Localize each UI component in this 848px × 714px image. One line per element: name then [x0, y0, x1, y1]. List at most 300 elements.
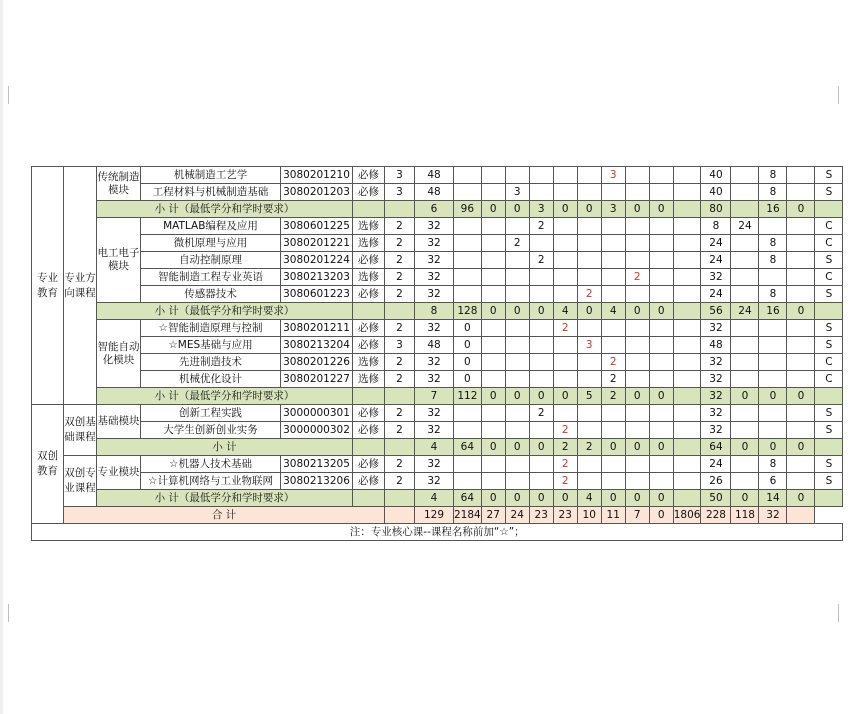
total-value	[787, 507, 815, 524]
course-value	[649, 456, 673, 473]
course-value	[601, 337, 625, 354]
course-value	[553, 218, 577, 235]
course-name: 机械优化设计	[141, 371, 281, 388]
subtotal-blank	[353, 490, 385, 507]
course-value: 2	[385, 456, 415, 473]
course-value	[481, 269, 505, 286]
course-value: 32	[415, 218, 454, 235]
crop-mark-top-left	[8, 86, 9, 104]
course-row	[32, 167, 843, 184]
course-value	[673, 286, 701, 303]
course-type: 必修	[353, 167, 385, 184]
course-value: 2	[625, 269, 649, 286]
course-value	[577, 218, 601, 235]
course-value: 2	[385, 252, 415, 269]
course-value: 32	[701, 371, 731, 388]
course-value	[759, 337, 787, 354]
subtotal-value: 2	[577, 439, 601, 456]
course-value: 2	[553, 473, 577, 490]
course-name: ☆智能制造原理与控制	[141, 320, 281, 337]
subtotal-row	[32, 439, 843, 456]
course-value: 48	[415, 167, 454, 184]
course-value	[529, 422, 553, 439]
subtotal-value: 0	[731, 439, 759, 456]
course-value	[601, 286, 625, 303]
subtotal-value	[673, 439, 701, 456]
course-value	[454, 269, 482, 286]
course-value: 2	[385, 320, 415, 337]
course-value	[787, 371, 815, 388]
course-plan-table	[31, 166, 843, 541]
subtotal-value: 0	[529, 439, 553, 456]
subtotal-value: 0	[731, 490, 759, 507]
course-value: S	[815, 184, 843, 201]
course-code: 3080201211	[281, 320, 353, 337]
course-value	[759, 354, 787, 371]
course-value	[577, 354, 601, 371]
course-value	[731, 405, 759, 422]
course-value: S	[815, 473, 843, 490]
course-row	[32, 422, 843, 439]
course-value	[649, 235, 673, 252]
course-value	[553, 252, 577, 269]
subtotal-value: 0	[625, 201, 649, 218]
course-value	[481, 337, 505, 354]
subtotal-value: 0	[787, 201, 815, 218]
subtotal-value	[815, 201, 843, 218]
subtotal-value: 0	[787, 439, 815, 456]
course-value	[787, 167, 815, 184]
course-value: 2	[577, 286, 601, 303]
course-value	[673, 456, 701, 473]
course-value	[649, 252, 673, 269]
course-value	[673, 405, 701, 422]
course-value: 32	[701, 405, 731, 422]
subtotal-value: 0	[759, 388, 787, 405]
course-value: 24	[701, 252, 731, 269]
course-value	[505, 252, 529, 269]
subtotal-value: 0	[529, 303, 553, 320]
subtotal-value: 4	[415, 439, 454, 456]
course-value: 8	[759, 252, 787, 269]
subtotal-value: 0	[505, 201, 529, 218]
course-code: 3080201203	[281, 184, 353, 201]
course-value	[759, 405, 787, 422]
course-value: 32	[415, 286, 454, 303]
course-value	[529, 286, 553, 303]
course-value: 24	[701, 286, 731, 303]
course-value	[731, 337, 759, 354]
course-value	[454, 473, 482, 490]
course-value	[577, 269, 601, 286]
course-value: 2	[529, 252, 553, 269]
course-value: 32	[701, 320, 731, 337]
total-value: 23	[553, 507, 577, 524]
course-value	[759, 320, 787, 337]
course-value	[505, 337, 529, 354]
course-value	[625, 218, 649, 235]
course-value: 32	[415, 354, 454, 371]
subtotal-value: 0	[787, 388, 815, 405]
course-value: 3	[385, 337, 415, 354]
total-value: 129	[415, 507, 454, 524]
course-value	[505, 286, 529, 303]
course-value	[625, 235, 649, 252]
course-value	[553, 235, 577, 252]
course-value	[787, 422, 815, 439]
course-value	[454, 456, 482, 473]
total-blank	[385, 507, 415, 524]
course-value: 48	[415, 184, 454, 201]
course-value	[673, 235, 701, 252]
course-value: 2	[529, 405, 553, 422]
course-value	[601, 473, 625, 490]
subtotal-value: 80	[701, 201, 731, 218]
subtotal-value: 16	[759, 303, 787, 320]
subtotal-value: 8	[415, 303, 454, 320]
course-value: 2	[529, 218, 553, 235]
course-value	[731, 456, 759, 473]
subtotal-blank	[353, 439, 385, 456]
subtotal-value: 0	[649, 388, 673, 405]
course-value	[601, 456, 625, 473]
course-value: 8	[759, 286, 787, 303]
course-value	[529, 371, 553, 388]
subtotal-value	[815, 303, 843, 320]
total-value: 0	[649, 507, 673, 524]
subtotal-value: 96	[454, 201, 482, 218]
course-value	[625, 337, 649, 354]
course-value	[481, 422, 505, 439]
course-value: 24	[701, 235, 731, 252]
course-value: 2	[553, 422, 577, 439]
subtotal-value: 0	[787, 490, 815, 507]
course-value: 32	[415, 473, 454, 490]
course-value	[649, 473, 673, 490]
course-value	[529, 269, 553, 286]
total-value: 32	[759, 507, 787, 524]
course-value	[625, 184, 649, 201]
course-code: 3000000302	[281, 422, 353, 439]
subtotal-value: 0	[529, 490, 553, 507]
course-value: 2	[553, 456, 577, 473]
total-value: 24	[505, 507, 529, 524]
course-row	[32, 269, 843, 286]
subtotal-blank	[385, 201, 415, 218]
course-value	[577, 320, 601, 337]
total-value: 1806	[673, 507, 701, 524]
course-value	[553, 286, 577, 303]
course-value	[529, 354, 553, 371]
course-code: 3080201224	[281, 252, 353, 269]
course-value	[673, 371, 701, 388]
course-value	[787, 269, 815, 286]
subtotal-value: 0	[553, 490, 577, 507]
course-value: 8	[759, 167, 787, 184]
subtotal-value: 0	[481, 490, 505, 507]
subtotal-value: 2	[601, 388, 625, 405]
course-value	[481, 184, 505, 201]
course-value: 32	[415, 269, 454, 286]
course-value: 0	[454, 320, 482, 337]
course-value: 2	[385, 405, 415, 422]
course-value	[553, 354, 577, 371]
course-row	[32, 354, 843, 371]
total-label: 合 计	[64, 507, 385, 524]
course-value	[601, 218, 625, 235]
course-value	[731, 320, 759, 337]
course-value	[731, 252, 759, 269]
subtotal-value	[673, 303, 701, 320]
course-value	[454, 422, 482, 439]
course-value: 32	[701, 422, 731, 439]
crop-mark-bottom-right	[838, 604, 839, 622]
course-value	[649, 422, 673, 439]
crop-mark-bottom-left	[8, 604, 9, 622]
subtotal-value: 50	[701, 490, 731, 507]
course-value	[731, 354, 759, 371]
course-value	[577, 422, 601, 439]
course-code: 3080201227	[281, 371, 353, 388]
course-code: 3080213204	[281, 337, 353, 354]
subtotal-blank	[353, 303, 385, 320]
course-value: S	[815, 337, 843, 354]
course-value	[553, 184, 577, 201]
course-value	[505, 422, 529, 439]
subtotal-value: 0	[601, 490, 625, 507]
course-type: 选修	[353, 269, 385, 286]
subtotal-row	[32, 201, 843, 218]
course-value	[759, 218, 787, 235]
course-value	[673, 269, 701, 286]
subtotal-value: 0	[649, 201, 673, 218]
course-value: 2	[385, 235, 415, 252]
course-value	[529, 167, 553, 184]
subtotal-value: 7	[415, 388, 454, 405]
course-value	[731, 422, 759, 439]
course-value	[673, 184, 701, 201]
course-row	[32, 252, 843, 269]
course-value	[505, 218, 529, 235]
subtotal-value	[673, 201, 701, 218]
course-value: 48	[701, 337, 731, 354]
course-value	[731, 167, 759, 184]
course-row	[32, 235, 843, 252]
course-value: 32	[415, 371, 454, 388]
course-value	[787, 184, 815, 201]
course-code: 3080201210	[281, 167, 353, 184]
subtotal-value: 0	[731, 388, 759, 405]
subtotal-row	[32, 303, 843, 320]
course-name: 微机原理与应用	[141, 235, 281, 252]
course-value	[649, 167, 673, 184]
course-value: 2	[385, 354, 415, 371]
course-value	[625, 167, 649, 184]
course-value: 3	[385, 184, 415, 201]
subtotal-value: 0	[553, 201, 577, 218]
course-value	[454, 218, 482, 235]
course-value	[649, 405, 673, 422]
course-code: 3000000301	[281, 405, 353, 422]
subtotal-value: 4	[601, 303, 625, 320]
course-value: 24	[701, 456, 731, 473]
course-value	[577, 184, 601, 201]
course-value	[505, 354, 529, 371]
course-value	[505, 473, 529, 490]
course-value	[577, 371, 601, 388]
subtotal-value: 32	[701, 388, 731, 405]
subtotal-value: 6	[415, 201, 454, 218]
course-row	[32, 184, 843, 201]
course-value	[625, 405, 649, 422]
course-value	[481, 252, 505, 269]
course-row	[32, 456, 843, 473]
subtotal-value: 112	[454, 388, 482, 405]
course-value: 32	[415, 405, 454, 422]
module-basic: 基础模块	[97, 405, 141, 439]
subtotal-value: 0	[625, 388, 649, 405]
subtotal-label: 小 计（最低学分和学时要求）	[97, 303, 353, 320]
course-value: 26	[701, 473, 731, 490]
subtotal-value: 14	[759, 490, 787, 507]
total-value: 27	[481, 507, 505, 524]
course-value	[649, 320, 673, 337]
course-code: 3080601225	[281, 218, 353, 235]
subtotal-value: 0	[759, 439, 787, 456]
course-value	[787, 456, 815, 473]
course-value	[649, 269, 673, 286]
course-value	[731, 269, 759, 286]
course-value	[454, 235, 482, 252]
crop-mark-top-right	[838, 86, 839, 104]
course-value: 32	[701, 269, 731, 286]
course-type: 必修	[353, 405, 385, 422]
subtotal-label: 小 计（最低学分和学时要求）	[97, 388, 353, 405]
subtotal-blank	[385, 490, 415, 507]
total-row	[32, 507, 843, 524]
course-value	[553, 405, 577, 422]
course-code: 3080213206	[281, 473, 353, 490]
course-value	[553, 337, 577, 354]
course-value	[759, 269, 787, 286]
subtotal-value: 64	[454, 439, 482, 456]
course-row	[32, 337, 843, 354]
course-value	[673, 337, 701, 354]
course-name: ☆MES基础与应用	[141, 337, 281, 354]
course-row	[32, 371, 843, 388]
total-value: 228	[701, 507, 731, 524]
course-value	[577, 473, 601, 490]
course-value: S	[815, 320, 843, 337]
course-value	[454, 184, 482, 201]
course-name: 大学生创新创业实务	[141, 422, 281, 439]
course-value: C	[815, 354, 843, 371]
course-value: C	[815, 269, 843, 286]
course-value	[481, 218, 505, 235]
course-value	[577, 456, 601, 473]
course-value	[601, 422, 625, 439]
course-name: MATLAB编程及应用	[141, 218, 281, 235]
course-value	[673, 218, 701, 235]
course-value	[529, 456, 553, 473]
course-value	[625, 371, 649, 388]
course-value	[529, 320, 553, 337]
course-type: 必修	[353, 184, 385, 201]
course-type: 选修	[353, 354, 385, 371]
course-value: 8	[759, 235, 787, 252]
subtotal-value	[731, 201, 759, 218]
course-value	[649, 354, 673, 371]
course-value	[505, 320, 529, 337]
subtotal-value: 64	[701, 439, 731, 456]
course-value: 3	[505, 184, 529, 201]
course-value	[601, 235, 625, 252]
subtotal-blank	[353, 388, 385, 405]
course-value: 32	[415, 320, 454, 337]
course-value	[481, 167, 505, 184]
course-value	[601, 405, 625, 422]
course-value	[505, 371, 529, 388]
subtotal-blank	[385, 303, 415, 320]
course-value	[481, 456, 505, 473]
course-type: 必修	[353, 286, 385, 303]
course-value	[481, 371, 505, 388]
group-fangxiang-kecheng: 专业方向课程	[64, 167, 97, 405]
course-value	[577, 167, 601, 184]
course-value: 32	[415, 252, 454, 269]
course-name: ☆计算机网络与工业物联网	[141, 473, 281, 490]
course-value	[673, 252, 701, 269]
course-value: 32	[415, 422, 454, 439]
course-type: 必修	[353, 456, 385, 473]
course-value	[601, 184, 625, 201]
left-window-edge	[0, 0, 3, 714]
subtotal-value: 16	[759, 201, 787, 218]
course-value	[454, 286, 482, 303]
subtotal-value: 0	[505, 388, 529, 405]
course-value	[787, 252, 815, 269]
subtotal-value: 0	[553, 388, 577, 405]
subtotal-row	[32, 388, 843, 405]
subtotal-blank	[353, 201, 385, 218]
course-code: 3080601223	[281, 286, 353, 303]
course-value: C	[815, 235, 843, 252]
course-type: 选修	[353, 235, 385, 252]
course-value	[787, 235, 815, 252]
course-value	[731, 184, 759, 201]
subtotal-value: 0	[481, 303, 505, 320]
course-row	[32, 218, 843, 235]
module-electrical: 电工电子模块	[97, 218, 141, 303]
course-value	[577, 252, 601, 269]
course-value: 2	[601, 354, 625, 371]
subtotal-value: 128	[454, 303, 482, 320]
subtotal-value	[673, 490, 701, 507]
course-value: 40	[701, 167, 731, 184]
subtotal-value: 56	[701, 303, 731, 320]
course-value: 3	[601, 167, 625, 184]
subtotal-value: 3	[601, 201, 625, 218]
subtotal-value: 4	[577, 490, 601, 507]
subtotal-value: 64	[454, 490, 482, 507]
course-code: 3080201226	[281, 354, 353, 371]
course-value	[649, 337, 673, 354]
subtotal-value	[815, 490, 843, 507]
course-value	[481, 286, 505, 303]
course-value: 0	[454, 337, 482, 354]
subtotal-value: 0	[481, 439, 505, 456]
course-value: 3	[385, 167, 415, 184]
